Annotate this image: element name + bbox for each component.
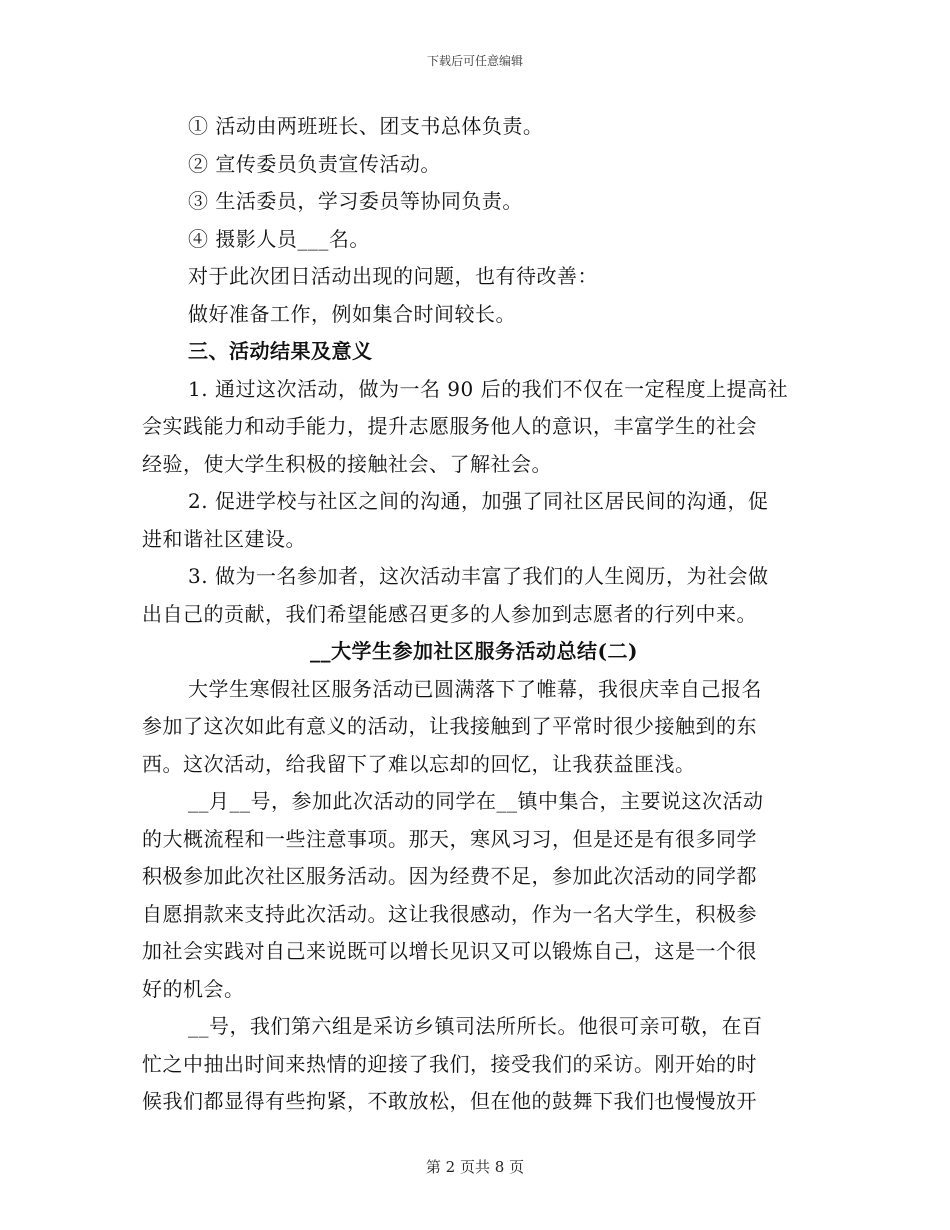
page-header: 下载后可任意编辑 [426, 54, 523, 68]
text-line: ① 活动由两班班长、团支书总体负责。 [188, 114, 544, 138]
text-line: 加社会实践对自己来说既可以增长见识又可以锻炼自己，这是一个很 [142, 939, 757, 963]
section-heading: 三、活动结果及意义 [188, 339, 373, 363]
section-heading: __大学生参加社区服务活动总结(二) [310, 639, 638, 663]
text-line: ② 宣传委员负责宣传活动。 [188, 151, 441, 176]
text-line: 好的机会。 [142, 976, 245, 1001]
text-line: 积极参加此次社区服务活动。因为经费不足，参加此次活动的同学都 [142, 864, 757, 888]
text-line: 3. 做为一名参加者，这次活动丰富了我们的人生阅历，为社会做 [188, 564, 769, 588]
page-footer: 第 2 页共 8 页 [425, 1158, 525, 1176]
text-line: 的大概流程和一些注意事项。那天，寒风习习，但是还是有很多同学 [142, 826, 757, 851]
text-line: __月__号，参加此次活动的同学在__镇中集合，主要说这次活动 [188, 789, 764, 813]
text-line: 出自己的贡献，我们希望能感召更多的人参加到志愿者的行列中来。 [142, 601, 757, 626]
text-line: 进和谐社区建设。 [142, 526, 306, 551]
text-line: 西。这次活动，给我留下了难以忘却的回忆，让我获益匪浅。 [142, 751, 696, 776]
text-line: 对于此次团日活动出现的问题，也有待改善： [188, 264, 598, 288]
text-line: ④ 摄影人员___名。 [188, 226, 370, 251]
document-body [142, 108, 806, 1121]
text-line: 2. 促进学校与社区之间的沟通，加强了同社区居民间的沟通，促 [188, 489, 769, 513]
text-line: 参加了这次如此有意义的活动，让我接触到了平常时很少接触到的东 [142, 714, 757, 738]
text-line: 1. 通过这次活动，做为一名 90 后的我们不仅在一定程度上提高社 [188, 376, 789, 401]
text-line: __号，我们第六组是采访乡镇司法所所长。他很可亲可敬，在百 [188, 1014, 763, 1038]
text-line: ③ 生活委员，学习委员等协同负责。 [188, 189, 523, 213]
text-line: 忙之中抽出时间来热情的迎接了我们，接受我们的采访。刚开始的时 [142, 1051, 757, 1076]
text-line: 会实践能力和动手能力，提升志愿服务他人的意识，丰富学生的社会 [142, 414, 757, 438]
text-line: 候我们都显得有些拘紧，不敢放松，但在他的鼓舞下我们也慢慢放开 [142, 1089, 757, 1113]
text-line: 大学生寒假社区服务活动已圆满落下了帷幕，我很庆幸自己报名 [188, 676, 762, 701]
text-line: 做好准备工作，例如集合时间较长。 [188, 301, 516, 326]
text-line: 经验，使大学生积极的接触社会、了解社会。 [142, 451, 552, 476]
text-line: 自愿捐款来支持此次活动。这让我很感动，作为一名大学生，积极参 [142, 901, 757, 926]
